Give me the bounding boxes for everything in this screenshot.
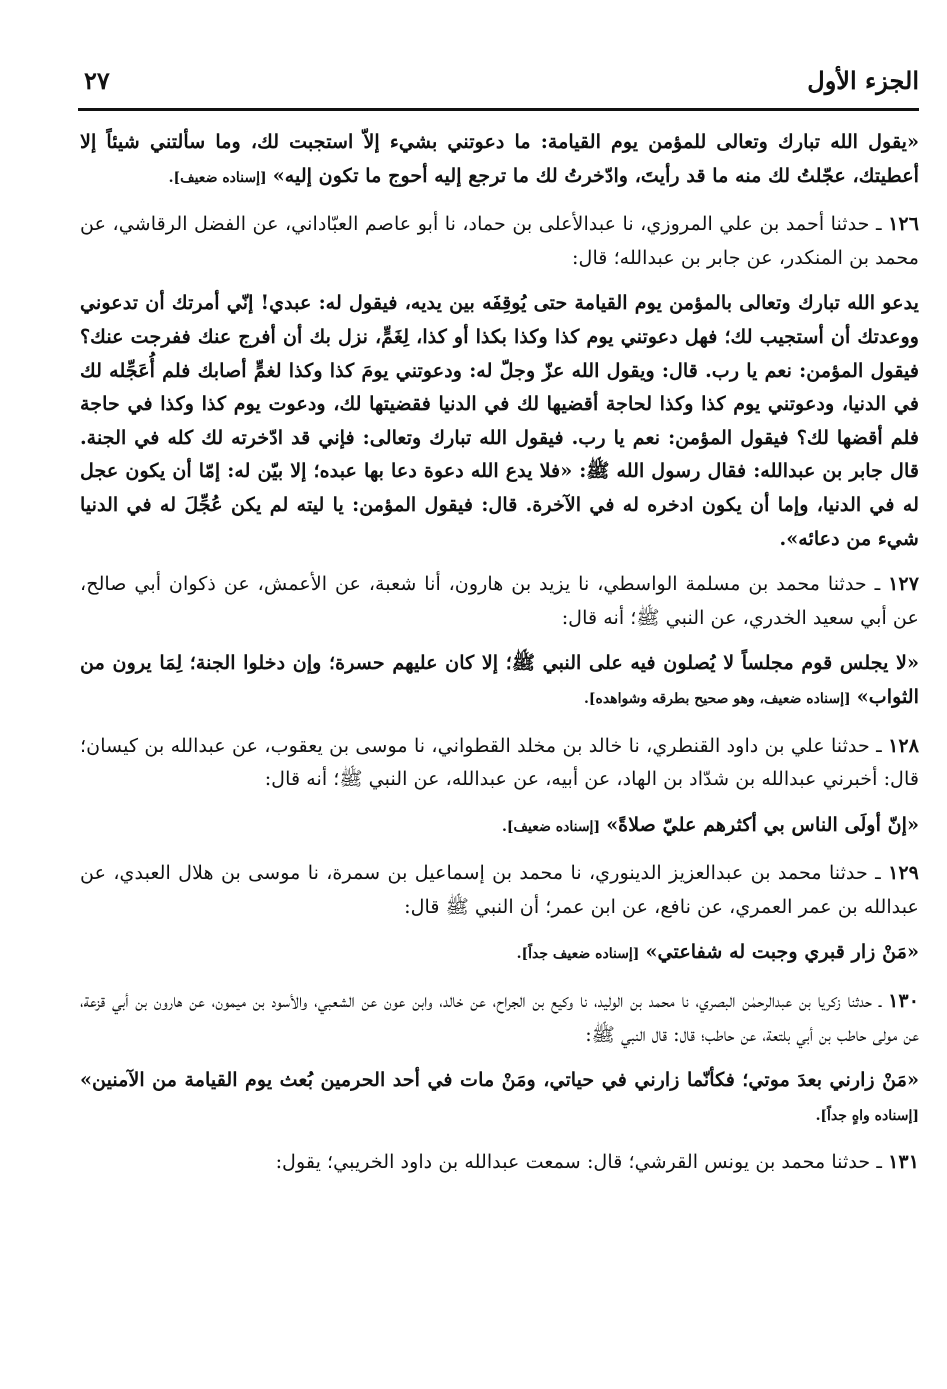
hadith-text <box>80 808 919 845</box>
grading-note: [إسناده ضعيف]. <box>168 169 267 186</box>
grading-note: [إسناده واهٍ جداً]. <box>815 1107 919 1124</box>
isnad-text: ـ حدثنا محمد بن مسلمة الواسطي، نا يزيد بن هارون، أنا شعبة، عن الأعمش، عن ذكوان أبي صالح، عن أبي سعيد الخدري، عن النبي ﷺ؛ أنه قال: <box>80 572 919 629</box>
hadith-quote: يدعو الله تبارك وتعالى بالمؤمن يوم القيامة حتى يُوقِفَه بين يديه، فيقول له: عبدي! إنّي أمرتك أن تدعوني ووعدتك أن أستجيب لك؛ فهل دعوتني يوم كذا وكذا بكذا أو كذا، لِغَمٍّ، نزل بك أن أفرج عنك ففرجت عنك؟ فيقول المؤمن: نعم يا رب. قال: ويقول الله عزّ وجلّ له: ودعوتني يومَ كذا وكذا لغمٍّ أصابك فلم أُعَجِّله لك في الدنيا، ودعوتني يوم كذا وكذا لحاجة أقضيها لك في الدنيا فقضيتها لك، ودعوت يوم كذا وكذا في حاجة فلم أقضها لك؟ فيقول المؤمن: نعم يا رب. فيقول الله تبارك وتعالى: فإني قد ادّخرته لك كله في الجنة. قال جابر بن عبدالله: فقال رسول الله ﷺ: «فلا يدع الله دعوة دعا بها عبده؛ إلا بيّن له: إمّا أن يكون عجل له في الدنيا، وإما أن يكون ادخره له في الآخرة. قال: فيقول المؤمن: يا ليته لم يكن عُجِّلَ له في الدنيا شيء من دعائه». <box>80 291 919 550</box>
isnad-text: ـ حدثنا محمد بن يونس القرشي؛ قال: سمعت عبدالله بن داود الخريبي؛ يقول: <box>275 1150 882 1174</box>
running-title: الجزء الأول <box>807 66 919 95</box>
isnad-text: ـ حدثنا أحمد بن علي المروزي، نا عبدالأعلى بن حماد، نا أبو عاصم العبّاداني، عن الفضل الرقاشي، عن محمد بن المنكدر، عن جابر بن عبدالله؛ قال: <box>80 212 919 269</box>
isnad-paragraph <box>80 856 919 923</box>
isnad-paragraph <box>80 567 919 634</box>
page-content <box>80 125 919 1179</box>
grading-note: [إسناده ضعيف]. <box>502 818 601 835</box>
hadith-text <box>80 935 919 972</box>
page-number: ٢٧ <box>84 66 110 95</box>
isnad-paragraph <box>80 984 919 1051</box>
isnad-paragraph <box>80 207 919 274</box>
hadith-text <box>80 125 919 195</box>
hadith-quote: «لا يجلس قوم مجلساً لا يُصلون فيه على النبي ﷺ؛ إلا كان عليهم حسرة؛ وإن دخلوا الجنة؛ لِمَا يرون من الثواب» <box>80 651 919 708</box>
hadith-text <box>80 286 919 555</box>
hadith-number: ١٢٦ <box>888 212 919 236</box>
hadith-text <box>80 646 919 716</box>
isnad-text: ـ حدثنا علي بن داود القنطري، نا خالد بن مخلد القطواني، نا موسى بن يعقوب، عن عبدالله بن كيسان؛ قال: أخبرني عبدالله بن شدّاد بن الهاد، عن أبيه، عن عبدالله، عن النبي ﷺ؛ أنه قال: <box>80 733 919 791</box>
hadith-number: ١٢٩ <box>888 861 919 885</box>
hadith-quote: «مَنْ زار قبري وجبت له شفاعتي» <box>645 940 919 964</box>
hadith-number: ١٣١ <box>888 1150 919 1174</box>
hadith-quote: «مَنْ زارني بعدَ موتي؛ فكأنّما زارني في حياتي، ومَنْ مات في أحد الحرمين بُعث يوم القيامة من الآمنين» <box>80 1068 919 1092</box>
hadith-number: ١٣٠ <box>888 989 919 1013</box>
grading-note: [إسناده ضعيف جداً]. <box>516 946 640 963</box>
isnad-paragraph <box>80 1145 919 1179</box>
isnad-text: ـ حدثنا زكريا بن عبدالرحمٰن البصري، نا محمد بن الوليد، نا وكيع بن الجراح، عن خالد، وابن عون عن الشعبي، والأسود بن ميمون، عن هارون بن أبي قزعة، عن مولى حاطب بن أبي بلتعة، عن حاطب؛ قال: قال النبي ﷺ: <box>80 989 919 1046</box>
isnad-text: ـ حدثنا محمد بن عبدالعزيز الدينوري، نا محمد بن إسماعيل بن سمرة، نا موسى بن هلال العبدي، عن عبدالله بن عمر العمري، عن نافع، عن ابن عمر؛ أن النبي ﷺ قال: <box>80 861 919 918</box>
grading-note: [إسناده ضعيف، وهو صحيح بطرقه وشواهده]. <box>584 690 851 707</box>
page-header <box>78 56 919 111</box>
hadith-quote: «يقول الله تبارك وتعالى للمؤمن يوم القيامة: ما دعوتني بشيء إلاّ استجبت لك، وما سألتني شيئاً إلا أعطيتك، عجّلتُ لك منه ما قد رأيتَ، وادّخرتُ لك ما ترجع إليه أحوج ما تكون إليه» <box>80 130 919 187</box>
hadith-quote: «إنّ أولَى الناس بي أكثرهم عليّ صلاةً» <box>606 812 919 836</box>
hadith-number: ١٢٨ <box>888 733 919 757</box>
isnad-paragraph <box>80 729 919 796</box>
hadith-text <box>80 1063 919 1133</box>
hadith-number: ١٢٧ <box>888 572 919 596</box>
